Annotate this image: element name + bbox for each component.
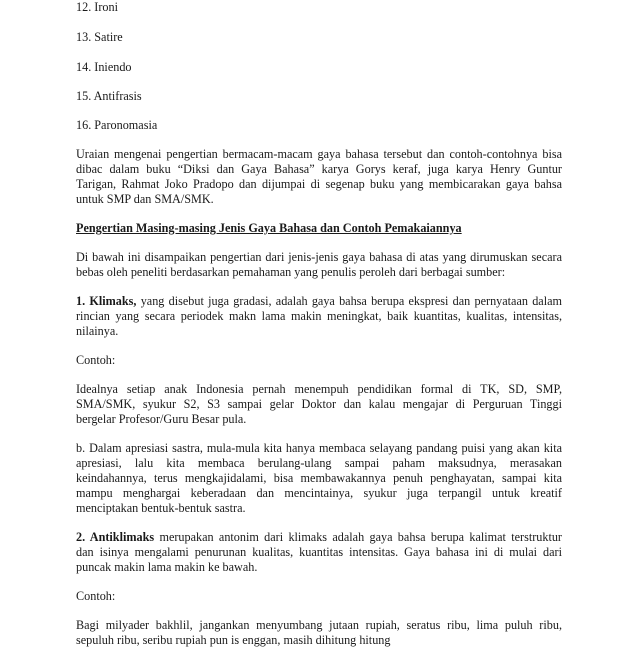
antiklimaks-paragraph-line <box>76 530 562 545</box>
antiklimaks-term: 2. Antiklimaks <box>76 530 155 544</box>
antiklimaks-definition-start: merupakan antonim dari klimaks adalah gaya bahsa berupa kalimat terstruktur <box>154 530 562 544</box>
section-intro-line: Di bawah ini disampaikan pengertian dari jenis-jenis gaya bahasa di atas yang dirumuskan secara <box>76 250 562 264</box>
example-b-line: mampu menghargai keberadaan dan mencintainya, syukur juga terpangil untuk kreatif <box>76 486 562 500</box>
intro-paragraph-line: Tarigan, Rahmat Joko Pradopo dan dijumpai di segenap buku yang membicarakan gaya bahsa <box>76 177 562 191</box>
klimaks-term: 1. Klimaks, <box>76 294 137 308</box>
example-label: Contoh: <box>76 589 116 603</box>
list-item-13: 13. Satire <box>76 30 123 44</box>
example-b-line: menciptakan bentuk-bentuk sastra. <box>76 501 246 515</box>
antiklimaks-paragraph-line: dan isinya mengalami penurunan kualitas, kuantitas intensitas. Gaya bahasa ini di mulai dari <box>76 545 562 559</box>
example-b-line: apresiasi, lalu kita membaca berulang-ulang sampai paham maksudnya, merasakan <box>76 456 562 470</box>
section-heading: Pengertian Masing-masing Jenis Gaya Bahasa dan Contoh Pemakaiannya <box>76 221 462 235</box>
section-intro-line: bebas oleh peneliti berdasarkan pemahaman yang penulis peroleh dari berbagai sumber: <box>76 265 506 279</box>
example-a-line: Idealnya setiap anak Indonesia pernah menempuh pendidikan formal di TK, SD, SMP, <box>76 382 562 396</box>
example-b-line: b. Dalam apresiasi sastra, mula-mula kita hanya membaca selayang pandang puisi yang akan kita <box>76 441 562 455</box>
klimaks-definition-start: yang disebut juga gradasi, adalah gaya bahsa berupa ekspresi dan pernyataan dalam <box>136 294 562 308</box>
klimaks-paragraph-line: nilainya. <box>76 324 119 338</box>
intro-paragraph-line: Uraian mengenai pengertian bermacam-macam gaya bahasa tersebut dan contoh-contohnya bisa <box>76 147 562 161</box>
list-item-16: 16. Paronomasia <box>76 118 158 132</box>
intro-paragraph-line: dibac dalam buku “Diksi dan Gaya Bahasa” karya Gorys keraf, juga karya Henry Guntur <box>76 162 562 176</box>
example-a-line: SMA/SMK, syukur S2, S3 sampai gelar Doktor dan kalau mengajar di Perguruan Tinggi <box>76 397 562 411</box>
example-c-line: Bagi milyader bakhlil, jangankan menyumbang jutaan rupiah, seratus ribu, lima puluh ribu, <box>76 618 562 632</box>
intro-paragraph-line: untuk SMP dan SMA/SMK. <box>76 192 214 206</box>
example-label: Contoh: <box>76 353 116 367</box>
list-item-12: 12. Ironi <box>76 0 118 14</box>
example-a-line: bergelar Profesor/Guru Besar pula. <box>76 412 247 426</box>
list-item-15: 15. Antifrasis <box>76 89 142 103</box>
klimaks-paragraph-line: rincian yang secara periodek makn lama makin meningkat, baik kuantitas, kualitas, intensitas, <box>76 309 562 323</box>
example-b-line: keindahannya, terus mengkajidalami, bisa membawakannya penuh penghayatan, sampai kita <box>76 471 562 485</box>
list-item-14: 14. Iniendo <box>76 60 132 74</box>
example-c-line: sepuluh ribu, seribu rupiah pun is enggan, masih dihitung hitung <box>76 633 391 647</box>
antiklimaks-paragraph-line: puncak makin lama makin ke bawah. <box>76 560 258 574</box>
klimaks-paragraph-line <box>76 294 562 309</box>
